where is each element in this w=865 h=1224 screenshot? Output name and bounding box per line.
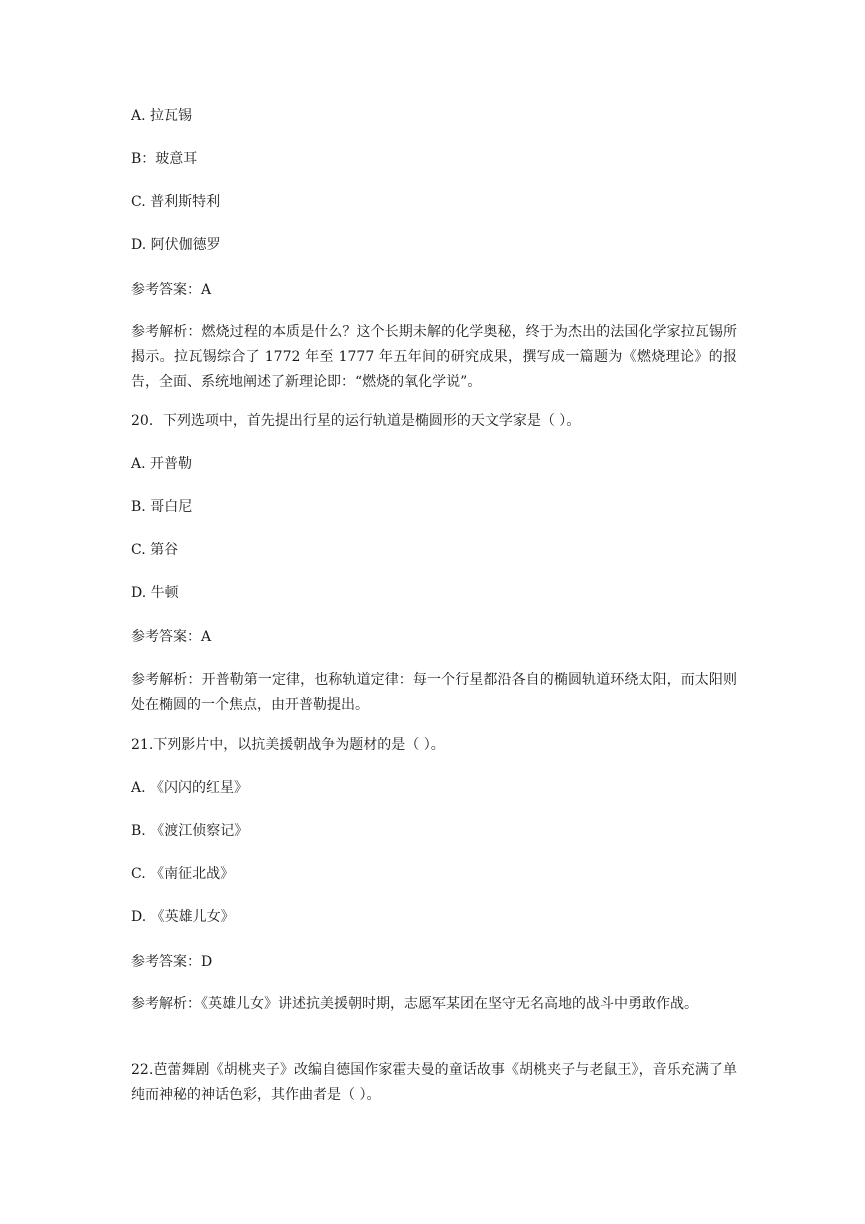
q20-option-b: B. 哥白尼	[131, 499, 193, 515]
q20-analysis: 参考解析：开普勒第一定律，也称轨道定律：每一个行星都沿各自的椭圆轨道环绕太阳，而太阳则处在椭圆的一个焦点，由开普勒提出。	[131, 672, 737, 713]
q21-question: 21.下列影片中，以抗美援朝战争为题材的是（ ）。	[131, 737, 445, 753]
q21-option-b: B. 《渡江侦察记》	[131, 823, 249, 839]
q19-answer: 参考答案：A	[131, 282, 212, 298]
q19-option-d: D. 阿伏伽德罗	[131, 237, 221, 253]
q21-analysis: 参考解析：《英雄儿女》讲述抗美援朝时期，志愿军某团在坚守无名高地的战斗中勇敢作战。	[131, 996, 698, 1012]
q19-option-c: C. 普利斯特利	[131, 194, 221, 210]
q20-answer: 参考答案：A	[131, 629, 212, 645]
q20-option-a: A. 开普勒	[131, 456, 193, 472]
q20-question: 20．下列选项中，首先提出行星的运行轨道是椭圆形的天文学家是（ ）。	[131, 413, 581, 429]
q19-option-a: A. 拉瓦锡	[131, 108, 193, 124]
q20-option-c: C. 第谷	[131, 542, 179, 558]
q22-question: 22.芭蕾舞剧《胡桃夹子》改编自德国作家霍夫曼的童话故事《胡桃夹子与老鼠王》，音乐充满了单纯而神秘的神话色彩，其作曲者是（ ）。	[131, 1062, 737, 1103]
q20-option-d: D. 牛顿	[131, 585, 179, 601]
q21-option-a: A. 《闪闪的红星》	[131, 780, 249, 796]
q19-analysis: 参考解析：燃烧过程的本质是什么？这个长期未解的化学奥秘，终于为杰出的法国化学家拉瓦锡所揭示。拉瓦锡综合了 1772 年至 1777 年五年间的研究成果，撰写成一篇题为《燃烧理论》的报告，全面、系统地阐述了新理论即：“燃烧的氧化学说”。	[131, 324, 737, 390]
q21-answer: 参考答案：D	[131, 954, 213, 970]
q19-option-b: B：玻意耳	[131, 151, 198, 167]
q21-option-c: C. 《南征北战》	[131, 866, 235, 882]
q21-option-d: D. 《英雄儿女》	[131, 909, 235, 925]
